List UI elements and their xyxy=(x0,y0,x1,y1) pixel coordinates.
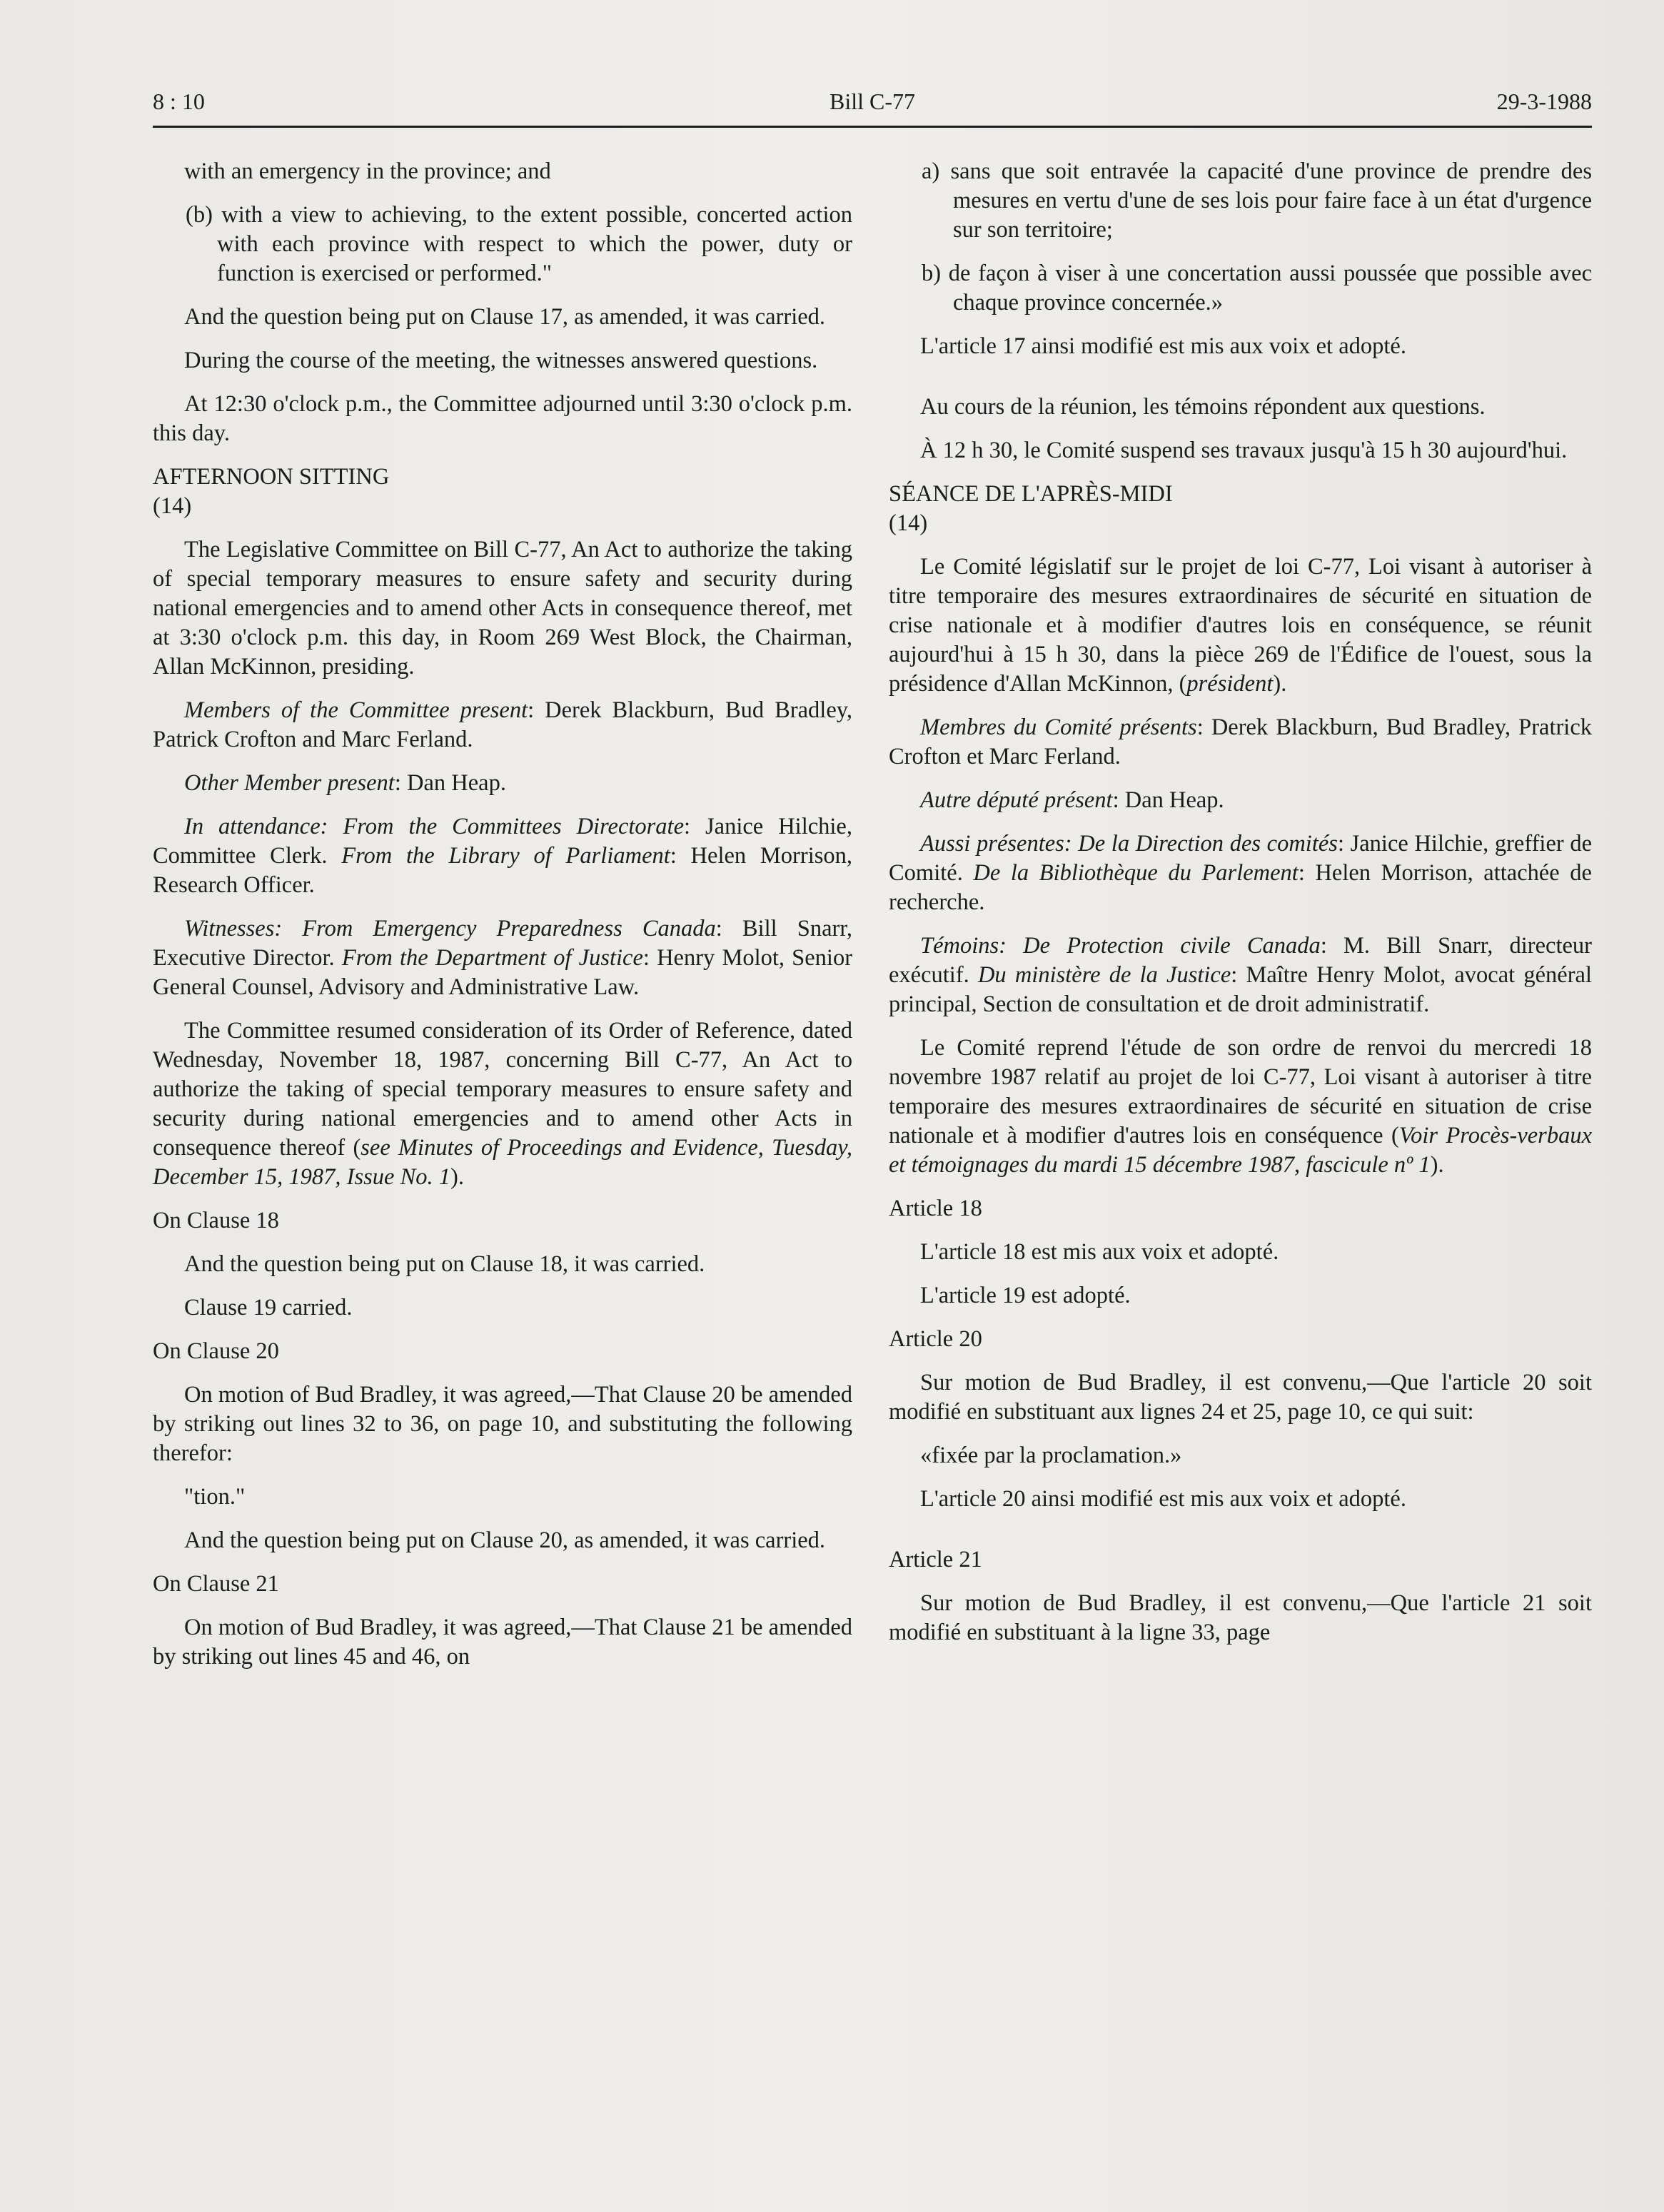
fr-para-7 xyxy=(889,1034,1592,1180)
fr-spacer xyxy=(889,375,1592,393)
en-witnesses xyxy=(153,914,852,1002)
fr-other-member xyxy=(889,786,1592,815)
fr-para-2: b) de façon à viser à une concertation aussi poussée que possible avec chaque province concernée.» xyxy=(922,261,1592,315)
fr-para-6 xyxy=(889,552,1592,699)
en-att-label-2: From the Library of Parliament xyxy=(341,843,670,869)
fr-members xyxy=(889,713,1592,772)
en-attendance xyxy=(153,812,852,900)
en-para-4: During the course of the meeting, the witnesses answered questions. xyxy=(184,348,818,373)
fr-para-6-end: ). xyxy=(1273,671,1287,697)
fr-wit-text-1: : M. Bill Snarr, directeur exécutif. xyxy=(889,933,1592,988)
en-heading-clause-18: On Clause 18 xyxy=(153,1208,279,1233)
en-wit-label: Witnesses: From Emergency Preparedness Canada xyxy=(184,916,716,941)
fr-para-8: L'article 18 est mis aux voix et adopté. xyxy=(920,1239,1279,1265)
fr-att-text-2: : Helen Morrison, attachée de recherche. xyxy=(889,860,1592,915)
fr-heading-article-18: Article 18 xyxy=(889,1196,982,1221)
header-rule xyxy=(153,126,1592,128)
fr-para-9: L'article 19 est adopté. xyxy=(920,1283,1131,1308)
page-number: 8 : 10 xyxy=(153,89,205,114)
en-members xyxy=(153,696,852,754)
en-wit-text-1: : Bill Snarr, Executive Director. xyxy=(153,916,852,971)
en-para-7 xyxy=(153,1016,852,1192)
en-para-3: And the question being put on Clause 17, as amended, it was carried. xyxy=(184,304,826,330)
french-column xyxy=(889,157,1592,1662)
en-para-12: And the question being put on Clause 20, as amended, it was carried. xyxy=(184,1527,826,1553)
en-para-7a: The Committee resumed consideration of its Order of Reference, dated Wednesday, November 18, 1987, concerning Bill C-77, An Act to authorize the taking of special temporary measures to ensure safety and security during national emergencies and to amend other Acts in consequence thereof ( xyxy=(153,1018,852,1161)
page-header xyxy=(153,89,1592,126)
fr-att-text-1: : Janice Hilchie, greffier de Comité. xyxy=(889,831,1592,886)
fr-para-7a: Le Comité reprend l'étude de son ordre de renvoi du mercredi 18 novembre 1987 relatif au projet de loi C-77, Loi visant à autoriser à titre temporaire des mesures extraordinaires de sécurité en situation de crise nationale et à modifier d'autres lois en conséquence ( xyxy=(889,1035,1592,1148)
fr-para-7c: ). xyxy=(1430,1152,1444,1178)
fr-heading-article-21: Article 21 xyxy=(889,1547,982,1572)
fr-para-3: L'article 17 ainsi modifié est mis aux voix et adopté. xyxy=(920,333,1406,359)
en-wit-label-2: From the Department of Justice xyxy=(341,945,643,971)
en-para-7c: ). xyxy=(450,1164,464,1190)
fr-para-10: Sur motion de Bud Bradley, il est convenu,—Que l'article 20 soit modifié en substituant aux lignes 24 et 25, page 10, ce qui suit: xyxy=(889,1370,1592,1425)
fr-sitting-number: (14) xyxy=(889,510,928,536)
en-para-13: On motion of Bud Bradley, it was agreed,—That Clause 21 be amended by striking out lines 45 and 46, on xyxy=(153,1615,852,1670)
fr-att-label: Aussi présentes: De la Direction des comités xyxy=(920,831,1338,857)
en-att-label: In attendance: From the Committees Directorate xyxy=(184,814,684,839)
fr-att-label-2: De la Bibliothèque du Parlement xyxy=(973,860,1299,886)
fr-wit-text-2: : Maître Henry Molot, avocat général principal, Section de consultation et de droit administratif. xyxy=(889,962,1592,1017)
en-att-text-1: : Janice Hilchie, Committee Clerk. xyxy=(153,814,852,869)
en-other-label: Other Member present xyxy=(184,770,395,796)
en-heading-clause-21: On Clause 21 xyxy=(153,1571,279,1597)
fr-members-text: : Derek Blackburn, Bud Bradley, Pratrick Crofton et Marc Ferland. xyxy=(889,714,1593,769)
en-sitting-number: (14) xyxy=(153,493,192,519)
fr-para-13: Sur motion de Bud Bradley, il est convenu,—Que l'article 21 soit modifié en substituant à la ligne 33, page xyxy=(889,1590,1592,1645)
fr-witnesses xyxy=(889,931,1592,1019)
bill-title: Bill C-77 xyxy=(829,89,915,114)
fr-other-label: Autre député présent xyxy=(920,787,1113,813)
en-para-9: Clause 19 carried. xyxy=(184,1295,353,1320)
en-para-6: The Legislative Committee on Bill C-77, An Act to authorize the taking of special temporary measures to ensure safety and security during national emergencies and to amend other Acts in consequence thereof, met at 3:30 o'clock p.m. this day, in Room 269 West Block, the Chairman, Allan McKinnon, presiding. xyxy=(153,537,852,680)
en-wit-text-2: : Henry Molot, Senior General Counsel, Advisory and Administrative Law. xyxy=(153,945,853,1000)
fr-para-12: L'article 20 ainsi modifié est mis aux voix et adopté. xyxy=(920,1486,1406,1512)
fr-members-label: Membres du Comité présents xyxy=(920,714,1197,740)
fr-wit-label-2: Du ministère de la Justice xyxy=(977,962,1231,988)
en-att-text-2: : Helen Morrison, Research Officer. xyxy=(153,843,852,898)
fr-attendance xyxy=(889,829,1592,917)
en-para-2: (b) with a view to achieving, to the extent possible, concerted action with each province with respect to which the power, duty or function is exercised or performed." xyxy=(186,202,852,286)
en-para-5: At 12:30 o'clock p.m., the Committee adjourned until 3:30 o'clock p.m. this day. xyxy=(153,391,852,446)
en-para-7b: see Minutes of Proceedings and Evidence, Tuesday, December 15, 1987, Issue No. 1 xyxy=(153,1135,852,1190)
fr-para-6-president: président xyxy=(1186,671,1274,697)
en-heading-clause-20: On Clause 20 xyxy=(153,1338,279,1364)
en-members-text: : Derek Blackburn, Bud Bradley, Patrick Crofton and Marc Ferland. xyxy=(153,697,853,752)
en-para-10: On motion of Bud Bradley, it was agreed,—That Clause 20 be amended by striking out lines 32 to 36, on page 10, and substituting the following therefor: xyxy=(153,1382,852,1466)
en-para-8: And the question being put on Clause 18, it was carried. xyxy=(184,1251,705,1277)
en-other-text: : Dan Heap. xyxy=(394,770,506,796)
fr-para-4: Au cours de la réunion, les témoins répondent aux questions. xyxy=(920,394,1486,420)
en-members-label: Members of the Committee present xyxy=(184,697,528,723)
fr-heading-afternoon: SÉANCE DE L'APRÈS-MIDI xyxy=(889,481,1173,507)
fr-para-7b: Voir Procès-verbaux et témoignages du mardi 15 décembre 1987, fascicule nº 1 xyxy=(889,1123,1592,1178)
en-para-11: "tion." xyxy=(184,1484,246,1510)
en-para-1: with an emergency in the province; and xyxy=(184,158,551,184)
fr-para-11: «fixée par la proclamation.» xyxy=(920,1443,1182,1468)
fr-wit-label: Témoins: De Protection civile Canada xyxy=(920,933,1321,959)
en-heading-afternoon: AFTERNOON SITTING xyxy=(153,464,390,490)
header-date: 29-3-1988 xyxy=(1496,89,1592,114)
fr-para-6a: Le Comité législatif sur le projet de loi C-77, Loi visant à autoriser à titre temporaire des mesures extraordinaires de sécurité en situation de crise nationale et à modifier d'autres lois en conséquence, se réunit aujourd'hui à 15 h 30, dans la pièce 269 de l'Édifice de l'ouest, sous la présidence d'Allan McKinnon, ( xyxy=(889,554,1592,697)
en-other-member xyxy=(153,769,852,798)
fr-heading-article-20: Article 20 xyxy=(889,1326,982,1352)
fr-para-5: À 12 h 30, le Comité suspend ses travaux jusqu'à 15 h 30 aujourd'hui. xyxy=(920,438,1568,463)
fr-para-1: a) sans que soit entravée la capacité d'une province de prendre des mesures en vertu d'une de ses lois pour faire face à un état d'urgence sur son territoire; xyxy=(922,158,1592,243)
english-column xyxy=(153,157,852,1686)
fr-other-text: : Dan Heap. xyxy=(1112,787,1224,813)
fr-spacer-2 xyxy=(889,1528,1592,1545)
